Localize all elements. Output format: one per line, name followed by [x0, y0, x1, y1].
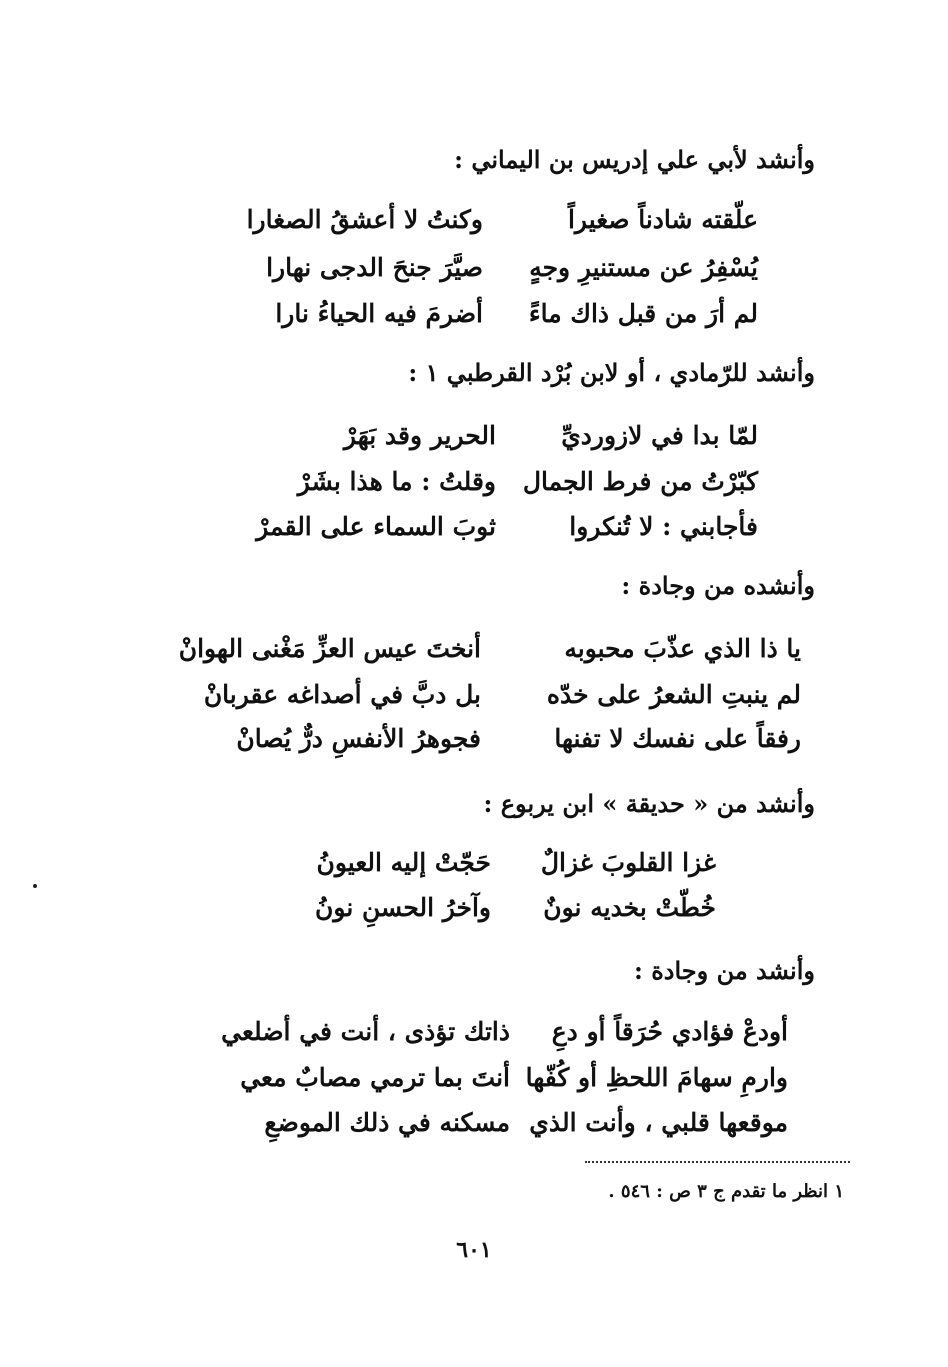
verse-first-hemistich: يُسْفِرُ عن مستنيرِ وجهٍ — [529, 253, 758, 282]
section-heading: وأنشد من « حديقة » ابن يربوع : — [483, 789, 815, 818]
verse-line — [198, 419, 758, 453]
verse-first-hemistich: لمّا بدا في لازورديِّ — [561, 421, 758, 450]
verse-second-hemistich: الحرير وقد بَهَرْ — [343, 421, 496, 450]
verse-first-hemistich: كبّرْتُ من فرط الجمال — [522, 467, 758, 496]
verse-first-hemistich: لم ينبتِ الشعرُ على خدّه — [546, 680, 801, 709]
verse-first-hemistich: رفقاً على نفسك لا تفنها — [554, 724, 801, 753]
verse-first-hemistich: أودعْ فؤادي حُرَقاً أو دعِ — [551, 1017, 788, 1046]
verse-second-hemistich: وآخرُ الحسنِ نونُ — [315, 893, 491, 922]
verse-line — [208, 1061, 788, 1095]
verse-line — [276, 846, 716, 880]
verse-second-hemistich: ذاتك تؤذى ، أنت في أضلعي — [221, 1017, 510, 1046]
verse-line — [198, 510, 758, 544]
verse-first-hemistich: وارمِ سهامَ اللحظِ أو كُفّها — [525, 1063, 788, 1092]
verse-second-hemistich: أضرمَ فيه الحياءُ نارا — [275, 299, 483, 328]
verse-first-hemistich: غزا القلوبَ غزالٌ — [540, 848, 716, 877]
verse-first-hemistich: موقعها قلبي ، وأنت الذي — [529, 1108, 788, 1137]
verse-line — [198, 297, 758, 331]
section-heading: وأنشد للرّمادي ، أو لابن بُرْد القرطبي ١ : — [408, 358, 815, 387]
verse-first-hemistich: لم أرَ من قبل ذاك ماءً — [528, 299, 758, 328]
verse-second-hemistich: صيَّرَ جنحَ الدجى نهارا — [266, 253, 483, 282]
verse-second-hemistich: حَجّتْ إليه العيونُ — [316, 848, 491, 877]
verse-second-hemistich: مسكنه في ذلك الموضعِ — [264, 1108, 510, 1137]
verse-line — [198, 203, 758, 237]
verse-line — [201, 722, 801, 756]
verse-second-hemistich: فجوهرُ الأنفسِ درٌّ يُصانْ — [236, 724, 481, 753]
verse-second-hemistich: بل دبَّ في أصداغه عقربانْ — [203, 680, 481, 709]
page-number: ٦٠١ — [456, 1237, 492, 1263]
verse-first-hemistich: علّقته شادناً صغيراً — [567, 205, 758, 234]
footnote: ١ انظر ما تقدم ج ٣ ص : ٥٤٦ . — [608, 1181, 844, 1202]
verse-line — [178, 632, 801, 666]
verse-line — [198, 465, 758, 499]
verse-second-hemistich: ثوبَ السماء على القمرْ — [256, 512, 496, 541]
verse-first-hemistich: يا ذا الذي عذّبَ محبوبه — [564, 634, 801, 663]
verse-first-hemistich: خُطّتْ بخديه نونٌ — [543, 893, 716, 922]
verse-line — [276, 891, 716, 925]
section-heading: وأنشد لأبي علي إدريس بن اليماني : — [454, 145, 815, 174]
verse-first-hemistich: فأجابني : لا تُنكروا — [569, 512, 758, 541]
verse-second-hemistich: وكنتُ لا أعشقُ الصغارا — [246, 205, 483, 234]
verse-second-hemistich: أنتَ بما ترمي مصابٌ معي — [240, 1063, 510, 1092]
verse-line — [208, 1106, 788, 1140]
verse-second-hemistich: وقلتُ : ما هذا بشَرْ — [297, 467, 496, 496]
section-heading: وأنشده من وجادة : — [621, 571, 815, 600]
verse-line — [198, 251, 758, 285]
verse-line — [201, 678, 801, 712]
verse-second-hemistich: أنختَ عيس العزِّ مَغْنى الهوانْ — [178, 634, 481, 663]
footnote-divider — [585, 1161, 850, 1163]
section-heading: وأنشد من وجادة : — [634, 956, 815, 985]
verse-line — [208, 1015, 788, 1049]
scan-speck — [33, 884, 37, 888]
